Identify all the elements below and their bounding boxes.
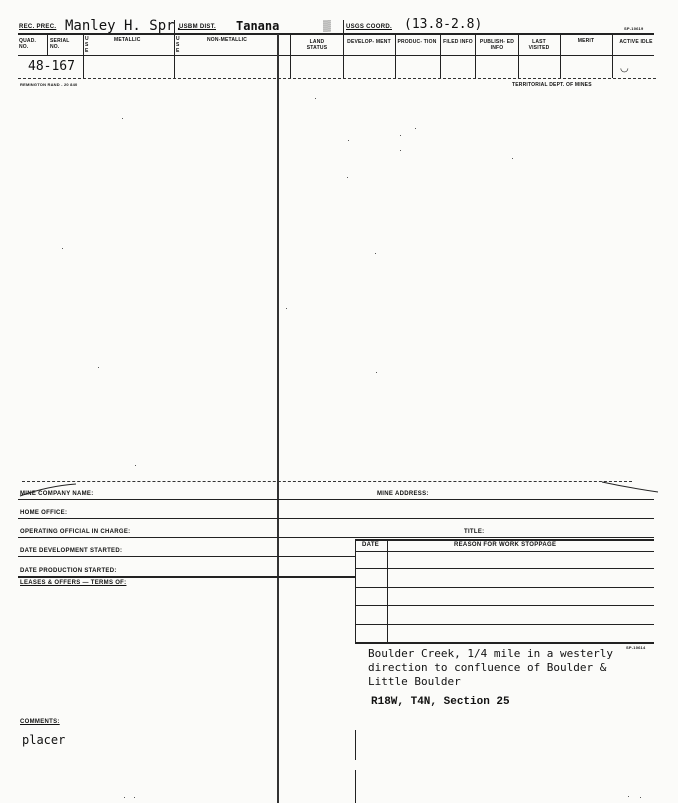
speck — [98, 367, 99, 368]
col-nonmetallic: NON-METALLIC — [207, 37, 248, 43]
margin-mark — [355, 770, 356, 803]
speck — [135, 465, 136, 466]
location-text — [368, 647, 613, 689]
col-divider — [518, 34, 519, 78]
speck — [512, 158, 513, 159]
rule — [18, 537, 654, 538]
stoppage-rule — [355, 587, 654, 588]
speck — [286, 308, 287, 309]
margin-mark — [355, 730, 356, 760]
speck — [134, 797, 135, 798]
speck — [347, 177, 348, 178]
col-divider — [395, 34, 396, 78]
stoppage-left-border — [355, 539, 356, 643]
speck — [628, 796, 629, 797]
col-merit: MERIT — [577, 38, 595, 44]
home-office-label: HOME OFFICE: — [20, 510, 68, 516]
header-mid-rule — [18, 55, 654, 56]
comments-value: placer — [22, 733, 66, 747]
stoppage-rule — [355, 624, 654, 625]
location-line: direction to confluence of Boulder & — [368, 661, 607, 674]
col-development: DEVELOP- MENT — [347, 39, 391, 45]
rule — [18, 556, 355, 557]
stoppage-divider — [387, 539, 388, 643]
col-last-visited: LAST VISITED — [528, 39, 550, 51]
curl-right-icon — [600, 480, 660, 496]
checkmark-icon: ▒ — [323, 20, 331, 32]
rec-prec-label: REC. PREC. — [19, 24, 57, 30]
idle-mark-icon: ◡ — [620, 63, 629, 74]
stoppage-rule — [355, 551, 654, 552]
col-divider — [560, 34, 561, 78]
mine-address-label: MINE ADDRESS: — [377, 491, 429, 497]
col-metallic: METALLIC — [114, 37, 141, 43]
speck — [348, 140, 349, 141]
speck — [415, 128, 416, 129]
col-land-status: LAND STATUS — [306, 39, 328, 51]
usgs-coord-label: USGS COORD. — [346, 24, 392, 30]
col-serial: SERIAL NO. — [50, 38, 70, 50]
col-metallic-code: USE — [85, 36, 89, 54]
usbm-dist-label: USBM DIST. — [179, 24, 217, 30]
speck — [122, 118, 123, 119]
title-label: TITLE: — [464, 529, 485, 535]
form-number: SP-10619 — [624, 26, 644, 31]
date-col-header: DATE — [362, 542, 380, 548]
col-published-info: PUBLISH- ED INFO — [479, 39, 515, 51]
legal-description: R18W, T4N, Section 25 — [371, 696, 510, 708]
comments-label: COMMENTS: — [20, 719, 60, 725]
location-line: Little Boulder — [368, 675, 461, 688]
center-fold-line — [277, 34, 279, 803]
col-divider — [83, 34, 84, 78]
rule — [18, 518, 654, 519]
col-quad: QUAD. NO. — [19, 38, 37, 50]
operating-official-label: OPERATING OFFICIAL IN CHARGE: — [20, 529, 131, 535]
col-divider — [612, 34, 613, 78]
stoppage-bottom-rule — [355, 642, 654, 644]
date-dev-label: DATE DEVELOPMENT STARTED: — [20, 548, 123, 554]
rule — [18, 576, 355, 578]
col-divider — [47, 34, 48, 55]
dept-line: TERRITORIAL DEPT. OF MINES — [512, 82, 592, 88]
speck — [400, 135, 401, 136]
rule — [18, 499, 654, 500]
stoppage-rule — [355, 605, 654, 606]
usbm-dist-value: Tanana — [236, 19, 280, 33]
serial-value: 48-167 — [28, 59, 75, 74]
col-nonmetallic-code: USE — [176, 36, 180, 54]
speck — [62, 248, 63, 249]
speck — [124, 797, 125, 798]
speck — [315, 98, 316, 99]
speck — [640, 797, 641, 798]
stoppage-rule — [355, 568, 654, 569]
printer-line: REMINGTON RAND - 20 840 — [20, 82, 78, 87]
lower-top-rule — [22, 481, 632, 482]
header-divider — [343, 20, 344, 34]
col-divider — [174, 34, 175, 78]
col-divider — [475, 34, 476, 78]
col-divider — [343, 34, 344, 78]
header-bottom-rule — [18, 78, 656, 79]
speck — [375, 253, 376, 254]
location-form-number: SP-10614 — [626, 645, 646, 650]
leases-label: LEASES & OFFERS — TERMS OF: — [20, 580, 127, 586]
location-line: Boulder Creek, 1/4 mile in a westerly — [368, 647, 614, 660]
header-divider — [174, 20, 175, 34]
col-production: PRODUC- TION — [397, 39, 437, 45]
reason-col-header: REASON FOR WORK STOPPAGE — [454, 542, 557, 548]
speck — [376, 372, 377, 373]
col-divider — [290, 34, 291, 78]
mine-company-label: MINE COMPANY NAME: — [20, 491, 94, 497]
stoppage-top-rule — [355, 539, 654, 541]
date-prod-label: DATE PRODUCTION STARTED: — [20, 568, 117, 574]
col-filed-info: FILED INFO — [443, 39, 473, 45]
rec-prec-value: Manley H. Spr. — [65, 18, 184, 34]
col-divider — [440, 34, 441, 78]
col-active-idle: ACTIVE IDLE — [619, 39, 653, 45]
speck — [400, 150, 401, 151]
usgs-coord-value: (13.8-2.8) — [404, 17, 483, 32]
